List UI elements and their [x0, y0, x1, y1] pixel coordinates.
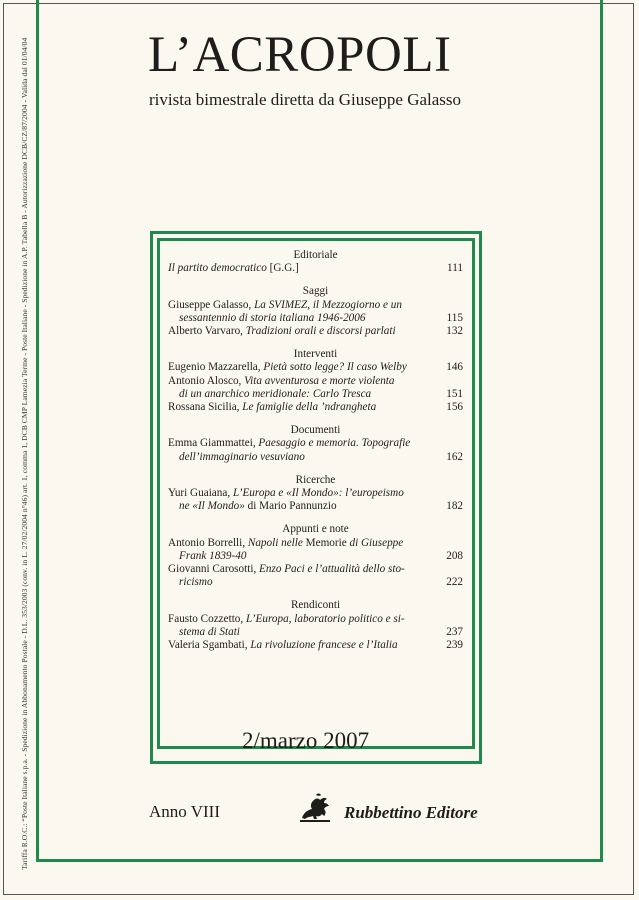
entry-title: di Giuseppe	[349, 536, 404, 549]
entry-title: La rivoluzione francese e l’Italia	[250, 639, 398, 652]
entry-page: 182	[446, 500, 463, 513]
toc-entry	[168, 487, 463, 513]
section-heading: Interventi	[293, 348, 338, 361]
entry-page: 222	[446, 576, 463, 589]
entry-author: Antonio Alosco,	[168, 374, 245, 387]
entry-page: 115	[446, 311, 463, 324]
entry-title-cont: dell’immaginario vesuviano	[179, 450, 305, 463]
entry-title: Paesaggio e memoria. Topografie	[258, 437, 411, 450]
toc-entry	[168, 437, 463, 463]
entry-title-cont: Frank 1839-40	[179, 549, 247, 562]
toc-entry	[168, 375, 463, 401]
toc-section-interventi	[168, 348, 463, 414]
entry-author: Emma Giammattei,	[168, 437, 259, 450]
entry-title: Il partito democratico	[168, 262, 267, 275]
toc-entry	[168, 262, 463, 275]
toc-section-documenti	[168, 424, 463, 464]
publisher-name: Rubbettino Editore	[344, 803, 478, 822]
toc-entry	[168, 361, 463, 374]
entry-title: L’Europa, laboratorio politico e si-	[246, 612, 405, 625]
postal-notice: Tariffa R.O.C.: “Poste Italiane s.p.a. - Spedizione in Abbonamento Postale - D.L. 353/2003 (conv. in L. 27/02/2004 n°46) art. 1, comma 1, DCB CMP Lamezia Terme - Poste Italiane - Spedizione in A.P. Tabella B - Autorizzazione DCB/CZ/87/2004 - Valida dal 01/04/04	[20, 37, 29, 870]
section-heading: Ricerche	[295, 473, 336, 486]
entry-author: Valeria Sgambati,	[168, 639, 251, 652]
toc-entry	[168, 325, 463, 338]
entry-title-cont-plain: di Mario Pannunzio	[244, 500, 337, 513]
entry-author: Eugenio Mazzarella,	[168, 361, 264, 374]
entry-title-cont: stema di Stati	[179, 625, 240, 638]
entry-author: Yuri Guaiana,	[168, 487, 233, 500]
toc-entry	[168, 613, 463, 639]
entry-author: Rossana Sicilia,	[168, 401, 243, 414]
toc-entry	[168, 639, 463, 652]
journal-title: L’ACROPOLI	[148, 27, 452, 83]
entry-title-cont: ricismo	[179, 576, 213, 589]
entry-page: 111	[447, 262, 463, 275]
entry-title: Vita avventurosa e morte violenta	[244, 374, 395, 387]
section-heading: Editoriale	[293, 249, 338, 261]
toc-entry	[168, 563, 463, 589]
issue-number: 2/marzo 2007	[242, 728, 370, 753]
entry-title-roman: Memorie	[302, 536, 350, 549]
journal-subtitle: rivista bimestrale diretta da Giuseppe Galasso	[149, 90, 462, 109]
entry-author: Giovanni Carosotti,	[168, 563, 260, 576]
entry-page: 156	[446, 401, 463, 414]
entry-title: L’Europa e «Il Mondo»: l’europeismo	[232, 487, 404, 500]
entry-author: Giuseppe Galasso,	[168, 298, 255, 311]
toc-entry	[168, 401, 463, 414]
entry-title: Le famiglie della ’ndrangheta	[242, 401, 377, 414]
entry-title: Napoli nelle	[247, 536, 303, 549]
entry-title-cont: ne «Il Mondo»	[179, 500, 245, 513]
entry-page: 237	[446, 625, 463, 638]
entry-page: 151	[446, 387, 463, 400]
entry-page: 208	[446, 549, 463, 562]
entry-title: Enzo Paci e l’attualità dello sto-	[259, 563, 405, 576]
toc-section-editoriale	[168, 249, 463, 275]
entry-author: Alberto Varvaro,	[168, 325, 246, 338]
entry-author: Antonio Borrelli,	[168, 536, 248, 549]
entry-page: 239	[446, 639, 463, 652]
toc-section-rendiconti	[168, 599, 463, 652]
entry-title: Pietà sotto legge? Il caso Welby	[263, 361, 407, 374]
entry-author: [G.G.]	[266, 262, 299, 275]
section-heading: Appunti e note	[282, 523, 349, 536]
section-heading: Rendiconti	[290, 599, 341, 612]
table-of-contents	[168, 249, 463, 662]
toc-section-saggi	[168, 285, 463, 338]
entry-page: 146	[446, 361, 463, 374]
section-heading: Documenti	[290, 424, 341, 437]
entry-title-cont: sessantennio di storia italiana 1946-2006	[179, 311, 366, 324]
entry-author: Fausto Cozzetto,	[168, 612, 246, 625]
toc-entry	[168, 537, 463, 563]
publisher-logo-icon	[296, 792, 336, 824]
entry-title-cont: di un anarchico meridionale: Carlo Tresca	[179, 387, 372, 400]
toc-entry	[168, 299, 463, 325]
entry-title: La SVIMEZ, il Mezzogiorno e un	[254, 298, 402, 311]
entry-page: 162	[446, 450, 463, 463]
toc-section-ricerche	[168, 474, 463, 514]
toc-section-appunti	[168, 523, 463, 589]
entry-title: Tradizioni orali e discorsi parlati	[245, 325, 396, 338]
entry-page: 132	[446, 325, 463, 338]
section-heading: Saggi	[302, 285, 329, 298]
volume-year: Anno VIII	[149, 802, 220, 821]
